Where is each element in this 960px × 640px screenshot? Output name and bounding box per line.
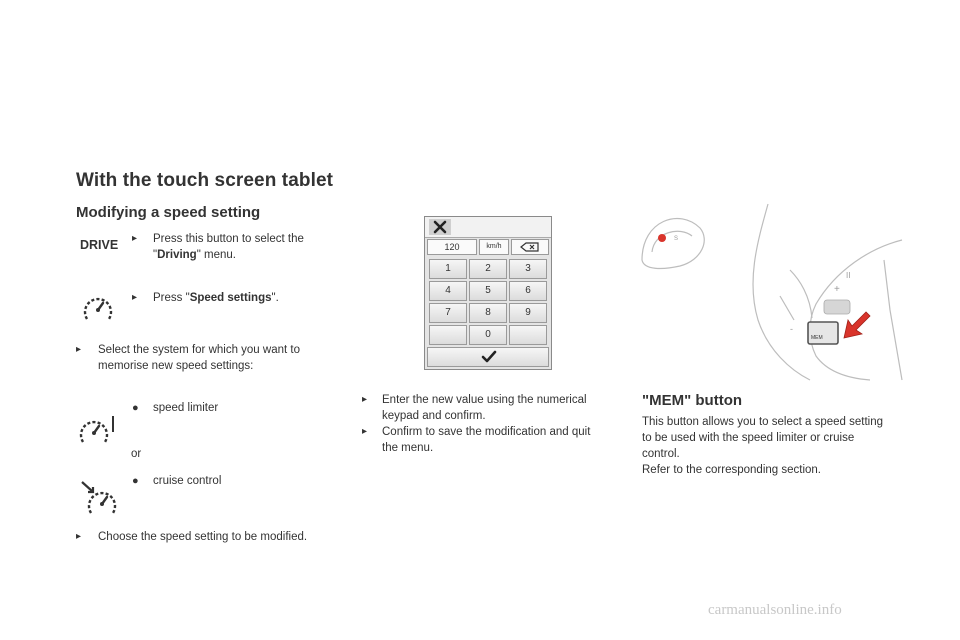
- svg-text:-: -: [790, 324, 793, 334]
- watermark: carmanualsonline.info: [708, 602, 842, 618]
- pointer-arrow-icon: [844, 312, 870, 338]
- key-5[interactable]: 5: [469, 281, 507, 301]
- bullet-icon: ●: [132, 475, 139, 487]
- step-select-system: Select the system for which you want to memorise new speed settings:: [98, 344, 300, 372]
- key-8[interactable]: 8: [469, 303, 507, 323]
- svg-text:S: S: [674, 236, 679, 242]
- mem-label: MEM: [811, 335, 823, 341]
- bullet-icon: ●: [132, 402, 139, 414]
- backspace-icon: [520, 242, 540, 252]
- key-3[interactable]: 3: [509, 259, 547, 279]
- arrow-marker-icon: ▸: [132, 292, 138, 303]
- key-6[interactable]: 6: [509, 281, 547, 301]
- key-0[interactable]: 0: [469, 325, 507, 345]
- key-blank-right: [509, 325, 547, 345]
- unit-button[interactable]: km/h: [479, 239, 509, 255]
- key-7[interactable]: 7: [429, 303, 467, 323]
- arrow-marker-icon: ▸: [362, 426, 368, 437]
- close-icon: [429, 219, 451, 235]
- mem-description: This button allows you to select a speed setting to be used with the speed limiter or cruise control. Refer to the corresponding section.: [642, 416, 884, 476]
- svg-text:+: +: [834, 284, 840, 295]
- key-2[interactable]: 2: [469, 259, 507, 279]
- arrow-marker-icon: ▸: [362, 394, 368, 405]
- option-speed-limiter: speed limiter: [153, 402, 219, 414]
- step-enter-value: Enter the new value using the numerical keypad and confirm.: [382, 394, 587, 422]
- step-press-speed-settings: Press "Speed settings".: [153, 292, 279, 304]
- key-blank-left: [429, 325, 467, 345]
- drive-button[interactable]: DRIVE: [80, 238, 119, 252]
- checkmark-icon: [428, 348, 548, 366]
- speedometer-icon: [80, 292, 116, 326]
- key-4[interactable]: 4: [429, 281, 467, 301]
- svg-text:II: II: [846, 271, 851, 280]
- close-button[interactable]: [429, 219, 451, 235]
- step-press-drive: Press this button to select the "Driving" menu.: [153, 233, 304, 261]
- arrow-marker-icon: ▸: [132, 233, 138, 244]
- speed-value-field[interactable]: 120: [427, 239, 477, 255]
- section-title: With the touch screen tablet: [76, 170, 334, 191]
- steering-wheel-illustration: [640, 200, 904, 382]
- arrow-marker-icon: ▸: [76, 344, 82, 355]
- option-cruise-control: cruise control: [153, 475, 222, 487]
- key-9[interactable]: 9: [509, 303, 547, 323]
- subheading-mem-button: "MEM" button: [642, 392, 743, 409]
- cruise-control-icon: [80, 478, 122, 518]
- arrow-marker-icon: ▸: [76, 531, 82, 542]
- key-1[interactable]: 1: [429, 259, 467, 279]
- speed-limiter-icon: [76, 412, 120, 448]
- step-choose-setting: Choose the speed setting to be modified.: [98, 531, 308, 543]
- subheading-modify-speed: Modifying a speed setting: [76, 204, 261, 221]
- confirm-button[interactable]: [427, 347, 549, 367]
- numeric-keypad-screen: [424, 216, 552, 370]
- or-label: or: [131, 448, 142, 460]
- backspace-button[interactable]: [511, 239, 549, 255]
- step-confirm-save: Confirm to save the modification and quit the menu.: [382, 426, 591, 454]
